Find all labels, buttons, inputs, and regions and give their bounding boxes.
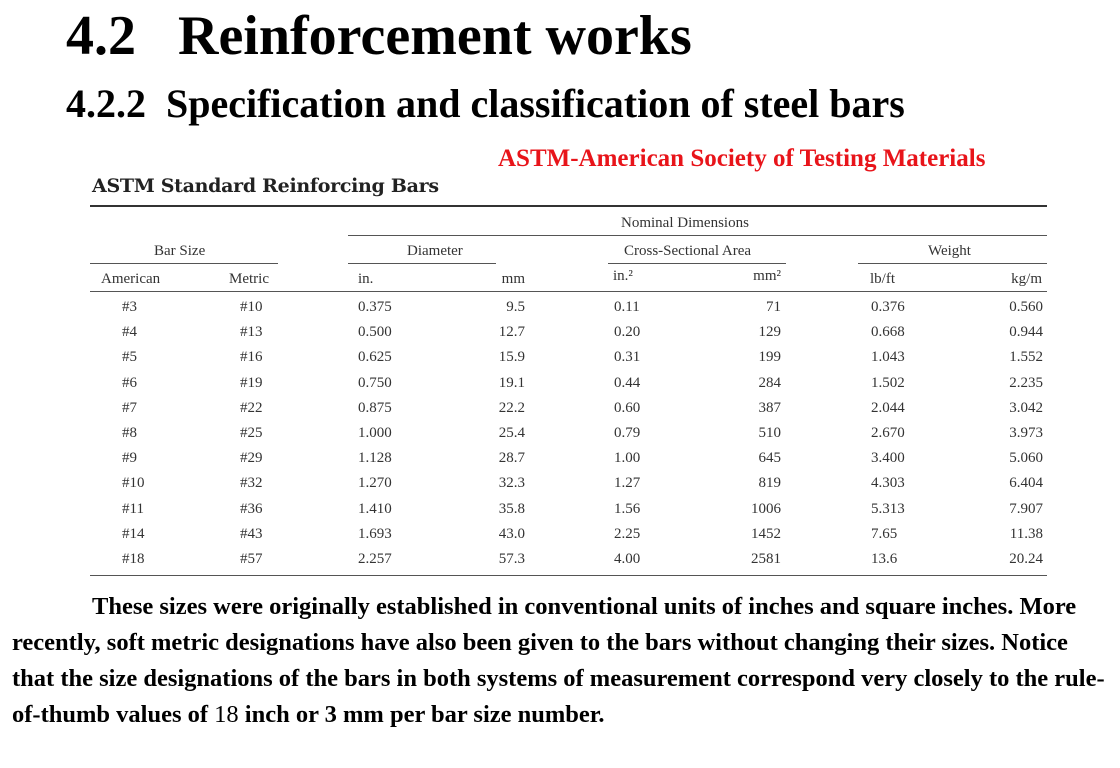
col-header-in2: in.² — [613, 268, 633, 284]
cell-mm: 43.0 — [498, 525, 525, 542]
section-number: 4.2 — [66, 5, 136, 67]
cell-in: 1.128 — [358, 450, 392, 467]
cell-lbft: 2.670 — [871, 425, 905, 441]
nominal-dimensions-header: Nominal Dimensions — [621, 215, 749, 231]
col-header-in: in. — [358, 271, 374, 287]
section-title: Reinforcement works — [178, 5, 692, 67]
cell-mm2: 510 — [758, 425, 781, 441]
cell-metric: #29 — [240, 450, 263, 467]
cell-mm: 57.3 — [498, 551, 525, 567]
cell-american: #7 — [122, 399, 137, 416]
bar-size-rule — [90, 263, 278, 264]
cell-mm2: 2581 — [751, 551, 781, 567]
cell-mm: 12.7 — [498, 324, 525, 341]
cell-mm2: 284 — [758, 374, 781, 391]
header-bottom-rule — [90, 291, 1047, 292]
cell-in2: 0.60 — [614, 399, 641, 416]
paragraph-text-end: inch or 3 mm per bar size number. — [238, 701, 605, 728]
cell-american: #8 — [122, 425, 137, 441]
table-bottom-rule — [90, 575, 1047, 576]
cell-in: 1.000 — [358, 425, 392, 441]
cell-kgm: 1.552 — [1009, 349, 1043, 366]
weight-header: Weight — [928, 243, 971, 259]
cell-metric: #57 — [240, 551, 263, 567]
cell-american: #11 — [122, 500, 144, 517]
cell-in2: 1.56 — [614, 500, 641, 517]
col-header-mm: mm — [501, 271, 525, 287]
cell-american: #4 — [122, 324, 137, 341]
cell-in: 0.875 — [358, 399, 392, 416]
page-title — [66, 5, 692, 67]
cell-kgm: 2.235 — [1009, 374, 1043, 391]
cell-in: 0.625 — [358, 349, 392, 366]
col-header-american: American — [101, 271, 161, 287]
cell-kgm: 11.38 — [1009, 525, 1043, 542]
cell-metric: #25 — [240, 425, 263, 441]
cell-mm2: 1006 — [751, 500, 781, 517]
paragraph-text: These sizes were originally established in conventional units of inches and square inches. More recently, soft metric designations have also been given to the bars without changing their sizes. Notice that the size designations of the bars in both systems of measurement correspond very closely to the rule-of-thumb values of — [12, 593, 1105, 728]
subsection-title: Specification and classification of steel bars — [166, 81, 905, 126]
cell-lbft: 7.65 — [871, 525, 898, 542]
cell-mm: 25.4 — [498, 425, 525, 441]
nominal-dimensions-rule — [348, 235, 1047, 236]
cell-american: #5 — [122, 349, 137, 366]
cell-mm2: 71 — [766, 299, 781, 315]
cell-lbft: 5.313 — [871, 500, 905, 517]
cell-in2: 0.31 — [614, 349, 641, 366]
cell-in: 0.750 — [358, 374, 392, 391]
cell-lbft: 4.303 — [871, 475, 905, 492]
cell-in: 1.693 — [358, 525, 392, 542]
cell-mm: 35.8 — [498, 500, 525, 517]
cell-kgm: 3.042 — [1009, 399, 1043, 416]
cell-kgm: 20.24 — [1009, 551, 1043, 567]
cell-mm: 28.7 — [498, 450, 525, 467]
cell-mm: 22.2 — [498, 399, 525, 416]
diameter-header: Diameter — [407, 243, 463, 259]
cell-american: #18 — [122, 551, 145, 567]
cell-metric: #32 — [240, 475, 263, 492]
cell-kgm: 0.944 — [1009, 324, 1043, 341]
cell-american: #9 — [122, 450, 137, 467]
cross-sectional-area-header: Cross-Sectional Area — [624, 243, 752, 259]
cell-lbft: 1.502 — [871, 374, 905, 391]
cell-american: #10 — [122, 475, 145, 492]
cell-in2: 0.20 — [614, 324, 641, 341]
cell-kgm: 6.404 — [1009, 475, 1043, 492]
cell-lbft: 2.044 — [871, 399, 905, 416]
cell-mm2: 645 — [758, 450, 781, 467]
cell-lbft: 1.043 — [871, 349, 905, 366]
cell-american: #14 — [122, 525, 145, 542]
cell-in2: 0.79 — [614, 425, 641, 441]
col-header-kgm: kg/m — [1011, 271, 1042, 287]
weight-rule — [858, 263, 1047, 264]
page-subtitle — [66, 81, 905, 126]
table-top-rule — [90, 205, 1047, 207]
cell-mm: 15.9 — [498, 349, 525, 366]
col-header-metric: Metric — [229, 271, 269, 287]
cell-in2: 1.27 — [614, 475, 641, 492]
cell-kgm: 3.973 — [1009, 425, 1043, 441]
cell-kgm: 7.907 — [1009, 500, 1043, 517]
col-header-mm2: mm² — [753, 268, 781, 284]
cell-in2: 0.44 — [614, 374, 641, 391]
area-rule — [608, 263, 786, 264]
cell-in2: 0.11 — [614, 299, 640, 315]
cell-metric: #19 — [240, 374, 263, 391]
subsection-number: 4.2.2 — [66, 81, 146, 126]
cell-lbft: 0.376 — [871, 299, 905, 315]
cell-metric: #13 — [240, 324, 263, 341]
cell-in: 0.375 — [358, 299, 392, 315]
cell-mm: 32.3 — [498, 475, 525, 492]
cell-in2: 2.25 — [614, 525, 641, 542]
bar-size-header: Bar Size — [154, 243, 206, 259]
rebar-table — [90, 205, 1047, 577]
cell-american: #6 — [122, 374, 137, 391]
cell-mm2: 387 — [758, 399, 781, 416]
cell-metric: #43 — [240, 525, 263, 542]
cell-mm2: 1452 — [751, 525, 781, 542]
cell-lbft: 0.668 — [871, 324, 905, 341]
cell-mm: 19.1 — [498, 374, 525, 391]
cell-kgm: 0.560 — [1009, 299, 1043, 315]
cell-mm2: 819 — [758, 475, 781, 492]
cell-metric: #10 — [240, 299, 263, 315]
cell-american: #3 — [122, 299, 137, 315]
col-header-lbft: lb/ft — [870, 271, 895, 287]
cell-kgm: 5.060 — [1009, 450, 1043, 467]
cell-metric: #36 — [240, 500, 263, 517]
astm-note: ASTM-American Society of Testing Materials — [498, 145, 986, 172]
explanation-paragraph — [12, 589, 1112, 733]
table-title: ASTM Standard Reinforcing Bars — [92, 175, 439, 197]
cell-in: 0.500 — [358, 324, 392, 341]
cell-in2: 1.00 — [614, 450, 641, 467]
cell-in: 2.257 — [358, 551, 392, 567]
cell-mm2: 129 — [758, 324, 781, 341]
cell-mm2: 199 — [758, 349, 781, 366]
cell-in: 1.410 — [358, 500, 392, 517]
cell-in: 1.270 — [358, 475, 392, 492]
paragraph-value: 18 — [214, 701, 239, 728]
cell-lbft: 3.400 — [871, 450, 905, 467]
cell-metric: #22 — [240, 399, 263, 416]
cell-mm: 9.5 — [506, 299, 525, 315]
cell-lbft: 13.6 — [871, 551, 898, 567]
diameter-rule — [348, 263, 496, 264]
cell-metric: #16 — [240, 349, 263, 366]
cell-in2: 4.00 — [614, 551, 641, 567]
